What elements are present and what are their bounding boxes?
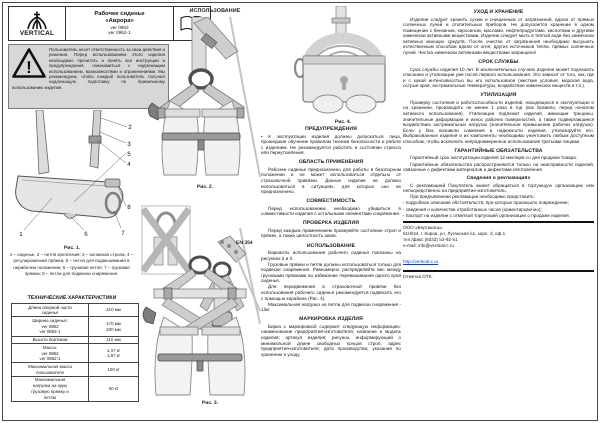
fig1-callout-4: 4 — [127, 161, 131, 168]
figure-1 — [8, 110, 136, 244]
spec-name: Длина опорной части — [28, 304, 72, 310]
spec-name: нагрузка на одну — [32, 383, 68, 389]
table-row — [12, 304, 139, 317]
paragraph: • К эксплуатации изделия должны допускаться лица, прошедшие обучение правилам техники безопасности и работе с изделием. Не рекомендуется работать в состоянии стресса или переутомления. — [261, 133, 401, 156]
table-row — [12, 336, 139, 344]
spec-name: Максимальная масса — [28, 363, 72, 369]
paragraph: С рекламацией Покупатель может обращаться в торгующую организацию или непосредственно на предприятие-изготовитель. — [403, 182, 594, 194]
paragraph: Максимальная нагрузка на петли для подвески снаряжения - 15кг. — [261, 301, 401, 313]
paragraph: Варианты использования рабочего сиденья показаны на рисунках 2 и 3. — [261, 250, 401, 261]
fig1-callout-6: 6 — [84, 231, 88, 238]
section-heading: ОБЛАСТЬ ПРИМЕНЕНИЯ — [298, 159, 364, 166]
spec-name: Ширина сиденья: — [32, 317, 68, 323]
figure-2 — [140, 17, 262, 188]
section-heading: ГАРАНТИЙНЫЕ ОБЯЗАТЕЛЬСТВА — [454, 147, 543, 154]
table-row — [12, 317, 139, 336]
spec-name: Максимальная — [34, 377, 66, 383]
figure-3b — [138, 255, 262, 404]
fig3-caption: Рис. 3. — [201, 400, 219, 406]
section-heading: СОВМЕСТИМОСТЬ — [306, 198, 356, 205]
fig3-harness-drawing — [138, 255, 262, 399]
divider — [403, 270, 594, 272]
spec-name: ver 0862-1 — [39, 356, 61, 362]
fig2-harness-drawing — [140, 17, 262, 183]
section-heading: ПРЕДУПРЕЖДЕНИЯ — [305, 126, 357, 132]
fig1-callout-7: 7 — [121, 230, 125, 237]
spec-name: Масса: — [42, 344, 58, 350]
fig1-callout-1: 1 — [19, 231, 23, 238]
section-heading: УТИЛИЗАЦИЯ — [480, 92, 517, 99]
spec-value: 170 мм — [106, 320, 121, 326]
paragraph: Гарантийные обязательства распространяются только на неисправности изделий, связанные с дефектами материалов и дефектами изготовления. — [403, 161, 594, 173]
version-1: ver 0862 — [110, 24, 129, 30]
paragraph: Изделие следует хранить сухим и очищенным от загрязнений, вдали от прямых солнечных лучей и отопительных приборов. Не допускается хранение в одном помещении с бензином, керосином, маслами, нефтепродуктами, кислотами и другими химически активными веществами. Изделие следует мыть в теплой воде без химически активных моющих средств. После очистки от загрязнения необходимо высушить естественным способом вдали от огня, других источников тепла, прямых солнечных лучей. Чистка химически активными веществами запрещена! — [403, 16, 594, 55]
doc-title-line1: Рабочее сиденье — [94, 11, 145, 18]
claims-item: - сведения о количестве отработанных часов (ориентировочно); — [403, 206, 542, 212]
table-row — [12, 363, 139, 376]
section-heading: ПРОВЕРКА ИЗДЕЛИЯ — [302, 220, 359, 227]
table-row — [12, 376, 139, 401]
warning-exclamation: ! — [26, 58, 32, 77]
spec-value: 50 кг — [89, 376, 139, 401]
company-name: ООО «Вертикаль» — [403, 224, 443, 230]
paragraph: Бирка с маркировкой содержит следующую информацию: наименование предприятия-изготовителя; название и модель изделия; артикул изделия; рисунок, информирующий о минимальной длине свободных концов строп; адрес предприятия-изготовителя; дата производства; указания по хранению и уходу. — [261, 323, 401, 357]
company-phone: тел./факс (8332) 53-92-51 — [403, 237, 458, 243]
figure-4 — [287, 6, 395, 123]
spec-name: ver 0862 — [41, 350, 59, 356]
section-heading: МАРКИРОВКА ИЗДЕЛИЯ — [299, 316, 363, 323]
fig1-legend: 1 – сиденье; 2 – петля крепления; 3 – основная стропа; 4 – регулировочная пряжка; 5 – петля для подвешивания в нерабочем положении; 6 – грузовая петля; 7 – грузовая пряжка; 8 – петли для подвески снаряжения. — [9, 252, 134, 276]
paragraph: Для передвижения в страховочной привязи без использования рабочего сиденья рекомендуется подвесить его с помощью карабина (Рис. 4). — [261, 284, 401, 301]
spec-value: 1,87 кг — [106, 353, 121, 359]
fig1-callout-8: 8 — [127, 204, 131, 211]
middle-text-column — [261, 126, 401, 358]
spec-value: 100 кг — [89, 363, 139, 376]
fig1-callout-5: 5 — [127, 151, 131, 158]
spec-name: ver 0862-1 — [39, 329, 61, 335]
divider — [403, 221, 594, 223]
usage-heading: ИСПОЛЬЗОВАНИЕ — [189, 8, 241, 14]
spec-value: 1,37 кг — [106, 347, 121, 353]
brand-logo — [8, 6, 66, 41]
doc-title-line2: «Аврора» — [105, 17, 134, 24]
paragraph: Срок службы изделия 10 лет. В исключительных случаях изделие может подлежать списанию и утилизации уже после первого использования. Это зависит от того, как, где и с какой интенсивностью вы его использовали (жесткие условия, морская вода, острые края, экстремальные температуры, воздействие химических веществ и т.п.). — [403, 66, 594, 89]
spec-name: Высота бортиков — [12, 336, 89, 344]
section-heading: ИСПОЛЬЗОВАНИЕ — [306, 242, 356, 249]
spec-name: петлю — [43, 394, 57, 400]
fig4-caption: Рис. 4. — [334, 119, 352, 125]
paragraph: При предъявлении рекламации необходимо представить: — [410, 194, 535, 200]
section-heading: УХОД И ХРАНЕНИЕ — [473, 9, 524, 15]
fig1-caption: Рис. 1. — [63, 245, 81, 251]
paragraph: Гарантийный срок эксплуатации изделия 12 месяцев со дня продажи товара. — [410, 155, 578, 161]
brand-name: VERTICAL — [19, 29, 55, 37]
specs-table — [11, 303, 139, 402]
en-standard-label: EN 354 — [236, 240, 253, 246]
spec-name: пользователя — [36, 369, 64, 375]
fig4-stowed-seat-drawing — [287, 6, 395, 118]
spec-value: 220 мм — [106, 326, 121, 332]
warning-triangle-icon — [12, 48, 46, 83]
otk-mark-label: Отметка ОТК: — [403, 273, 433, 279]
warning-text: Пользователь несет ответственность за свои действия и решения. Перед использованием этого изделия необходимо прочитать и понять все инструкции и предупреждения, ознакомиться с надлежащим использованием, возможностями и ограничениями. Мы рекомендуем, чтобы каждый пользователь получил надлежащую подготовку по правильному использованию изделия. — [12, 47, 165, 90]
paragraph: Перед каждым применением проверяйте состояние строп и пряжек, а также целостность швов. — [261, 227, 401, 239]
spec-name: сиденья — [41, 310, 59, 316]
paragraph: Рабочее сиденье предназначено для работы в безопорном положении и не может использоваться отдельно от страховочной привязки. Данное изделие не должно использоваться в ситуациях, для которых оно не предназначено. — [261, 166, 401, 195]
specs-title: ТЕХНИЧЕСКИЕ ХАРАКТЕРИСТИКИ — [27, 295, 117, 301]
company-website-link[interactable]: http://vertical-c.ru — [403, 258, 439, 264]
paragraph: Перед использованием необходимо убедиться в совместимости изделия с остальными элементами снаряжения. — [261, 205, 401, 217]
claims-item: - паспорт на изделие с отметкой торгующей организации о продаже изделия. — [403, 212, 570, 218]
spec-name: ver 0862 — [41, 323, 59, 329]
claims-heading: Сведения о рекламациях — [466, 176, 531, 182]
right-text-column — [403, 9, 594, 280]
spec-value: 410 мм — [89, 304, 139, 317]
spec-name: грузовую пряжку и — [31, 388, 69, 394]
fig2-caption: Рис. 2. — [196, 184, 214, 190]
claims-item: - подробное описание обстоятельств, при которых произошло повреждение; — [403, 200, 569, 206]
table-row — [12, 344, 139, 363]
vertical-logo-icon — [24, 11, 50, 31]
fig1-seat-drawing — [8, 110, 136, 244]
fig1-callout-2: 2 — [128, 124, 132, 131]
company-address: 610044, г. Киров, ул. Луганская 51, корп. 3, оф.1. — [403, 230, 507, 236]
spec-value: 110 мм — [89, 336, 139, 344]
company-email: e-mail: info@vertical-c.ru — [403, 243, 454, 249]
version-2: ver 0862-1 — [108, 30, 131, 36]
fig1-callout-3: 3 — [127, 141, 131, 148]
paragraph: Грузовые пряжки и петли должны использоваться только для подвески снаряжения. Равномерно распределяйте вес между грузовыми пряжками во избежание перевешивания одного края сиденья. — [261, 261, 401, 284]
paragraph: Проверку состояния и работоспособности изделий, находящихся в эксплуатации и на хранении, производить не менее 1 раза в год (как правило, перед началом активного использования). Утилизации подлежат изделия, имеющие трещины, значительные деформации и износ рабочих поверхностей, а также подвергавшиеся воздействию экстремальных нагрузок (значительное превышение рабочих нагрузок). Если у Вас возникли сомнения в надежности изделия, утилизируйте его. Выбракованные изделия и их компоненты необходимо уничтожить любым доступным способом, чтобы исключить непреднамеренное использование третьими лицами. — [403, 99, 594, 144]
section-heading: СРОК СЛУЖБЫ — [478, 59, 519, 66]
